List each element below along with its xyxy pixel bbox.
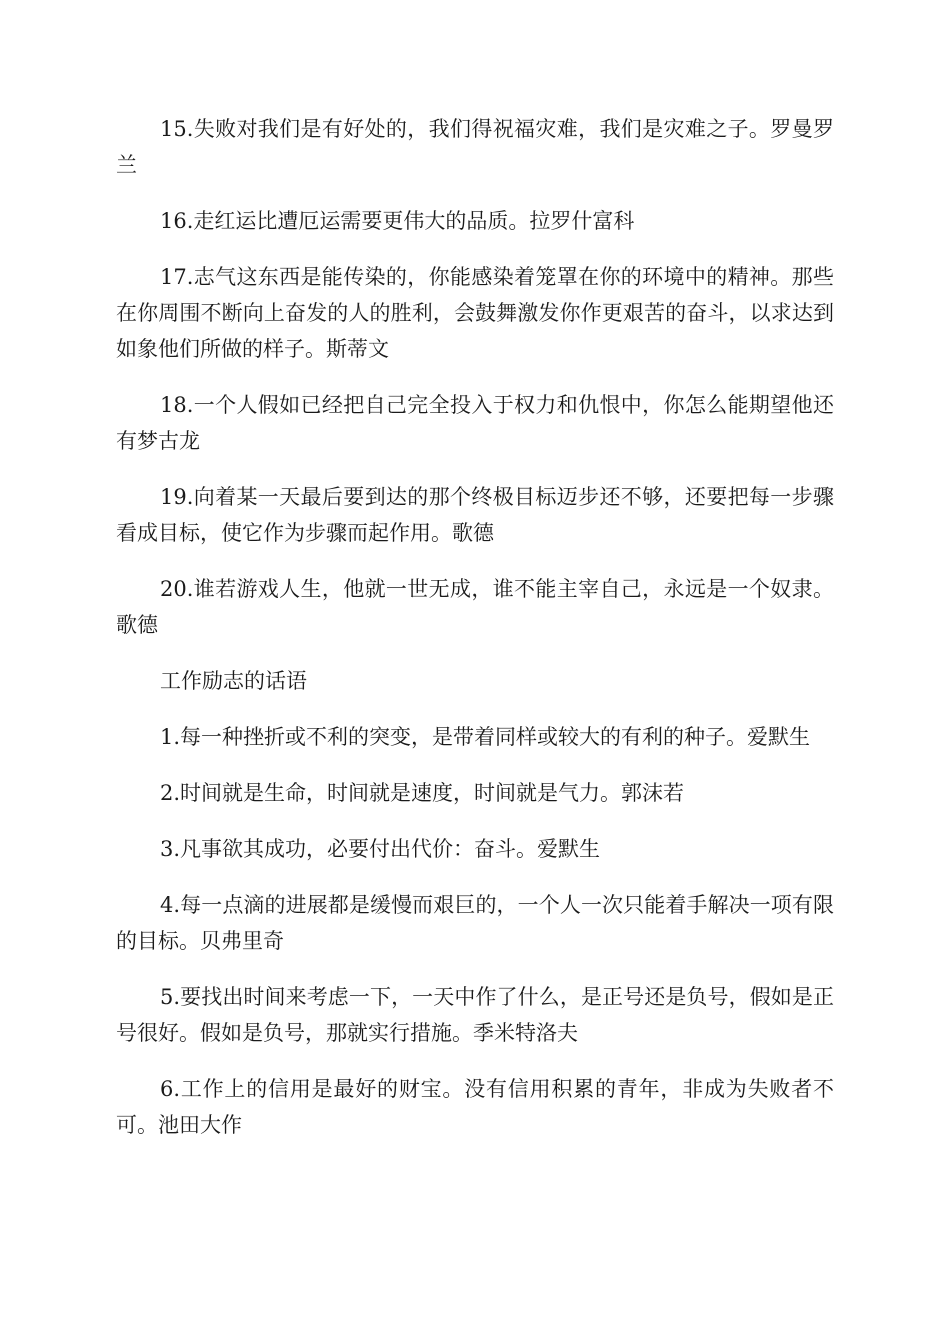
work-quote-paragraph-3: 3.凡事欲其成功，必要付出代价：奋斗。爱默生 [160,837,601,861]
quote-paragraph-19: 19.向着某一天最后要到达的那个终极目标迈步还不够，还要把每一步骤看成目标，使它作为步骤而起作用。歌德 [116,485,834,545]
work-quote-paragraph-4: 4.每一点滴的进展都是缓慢而艰巨的，一个人一次只能着手解决一项有限的目标。贝弗里奇 [116,893,834,953]
quote-paragraph-15: 15.失败对我们是有好处的，我们得祝福灾难，我们是灾难之子。罗曼罗兰 [116,117,834,177]
section-heading: 工作励志的话语 [160,669,307,693]
work-quote-paragraph-1: 1.每一种挫折或不利的突变，是带着同样或较大的有利的种子。爱默生 [160,725,811,749]
quote-paragraph-18: 18.一个人假如已经把自己完全投入于权力和仇恨中，你怎么能期望他还有梦古龙 [116,393,834,453]
quote-paragraph-20: 20.谁若游戏人生，他就一世无成，谁不能主宰自己，永远是一个奴隶。歌德 [116,577,834,637]
work-quote-paragraph-2: 2.时间就是生命，时间就是速度，时间就是气力。郭沫若 [160,781,685,805]
work-quote-paragraph-6: 6.工作上的信用是最好的财宝。没有信用积累的青年，非成为失败者不可。池田大作 [116,1077,834,1137]
quote-paragraph-17: 17.志气这东西是能传染的，你能感染着笼罩在你的环境中的精神。那些在你周围不断向上奋发的人的胜利，会鼓舞激发你作更艰苦的奋斗，以求达到如象他们所做的样子。斯蒂文 [116,265,834,361]
work-quote-paragraph-5: 5.要找出时间来考虑一下，一天中作了什么，是正号还是负号，假如是正号很好。假如是负号，那就实行措施。季米特洛夫 [116,985,834,1045]
document-body [116,111,834,1163]
quote-paragraph-16: 16.走红运比遭厄运需要更伟大的品质。拉罗什富科 [160,209,635,233]
